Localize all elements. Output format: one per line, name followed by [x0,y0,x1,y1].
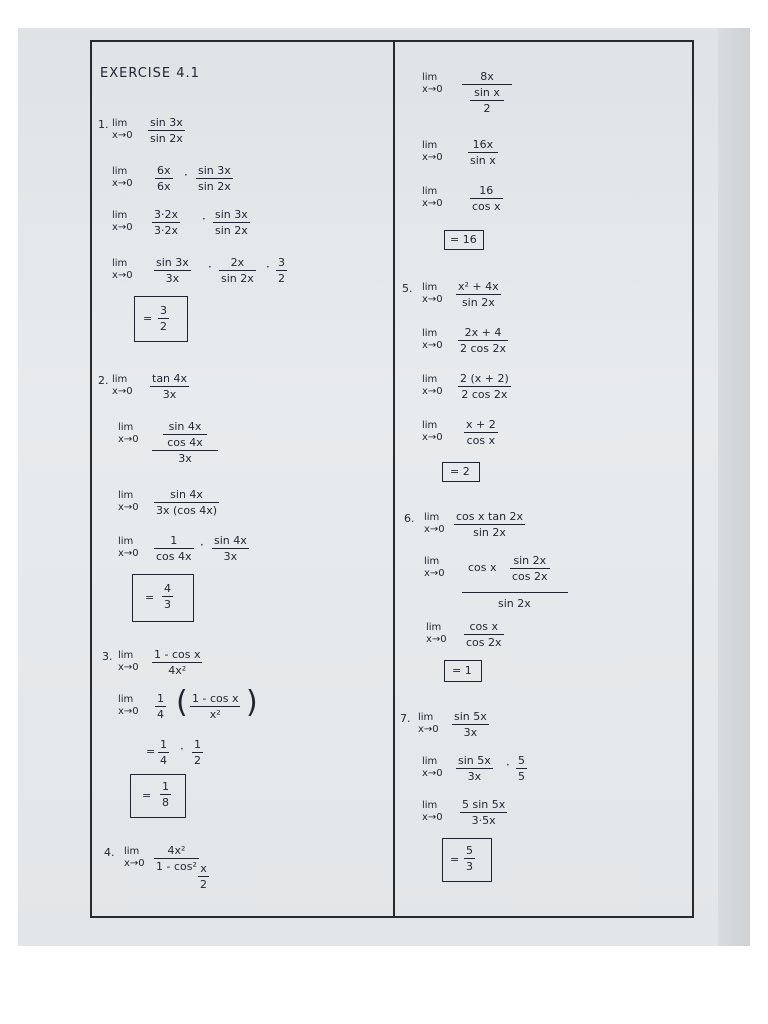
answer-fraction: 1 8 [162,780,169,809]
multiply-dot: · [180,742,184,756]
limit-label: lim x→0 [118,490,139,513]
limit-label: lim x→0 [424,556,445,579]
fraction: 2x + 4 2 cos 2x [460,326,507,355]
fraction: sin 5x 3x [458,754,491,783]
fraction: 1 4 [157,692,164,721]
multiply-dot: · [200,538,204,552]
limit-label: lim x→0 [112,210,133,233]
fraction: 3 2 [278,256,285,285]
limit-label: lim x→0 [112,258,133,281]
fraction: sin 3x sin 2x [215,208,248,237]
multiply-dot: · [506,758,510,772]
fraction: sin 4x 3x (cos 4x) [156,488,218,517]
limit-label: lim x→0 [424,512,445,535]
fraction: sin 3x sin 2x [198,164,231,193]
limit-label: lim x→0 [418,712,439,735]
fraction: 5 5 [518,754,525,783]
problem-6-number: 6. [404,512,415,525]
fraction: 4x² 1 - cos² [156,844,197,873]
fraction: x + 2 cos x [466,418,496,447]
fraction: 1 - cos x 4x² [154,648,201,677]
fraction: sin 3x 3x [156,256,189,285]
main-fraction-bar [462,592,568,593]
fraction: 16x sin x [470,138,496,167]
limit-label: lim x→0 [112,118,133,141]
limit-label: lim x→0 [422,374,443,397]
limit-label: lim x→0 [124,846,145,869]
answer-value: = 16 [450,233,477,246]
limit-label: lim x→0 [422,800,443,823]
fraction: 1 cos 4x [156,534,192,563]
fraction: sin 2x cos 2x [512,554,548,583]
fraction: sin 3x sin 2x [150,116,183,145]
limit-label: lim x→0 [426,622,447,645]
answer-value: = 2 [450,465,470,478]
limit-label: lim x→0 [118,694,139,717]
answer-box [130,774,186,818]
fraction: 16 cos x [472,184,501,213]
multiply-dot: · [266,260,270,274]
limit-label: lim x→0 [112,374,133,397]
problem-3-number: 3. [102,650,113,663]
photo-edge-shadow [718,28,750,946]
denominator: sin 2x [498,597,531,610]
cos-x-term: cos x [468,561,497,574]
open-paren: ( [176,685,188,720]
equals-sign: = [450,853,460,866]
answer-fraction: 4 3 [164,582,171,611]
fraction: 1 - cos x x² [192,692,239,721]
limit-label: lim x→0 [118,650,139,673]
fraction: x 2 [200,862,207,891]
multiply-dot: · [208,260,212,274]
limit-label: lim x→0 [118,422,139,445]
close-paren: ) [246,685,258,720]
equals-sign: = [142,789,152,802]
problem-7-number: 7. [400,712,411,725]
limit-label: lim x→0 [422,282,443,305]
limit-label: lim x→0 [422,420,443,443]
answer-value: = 1 [452,664,472,677]
multiply-dot: · [202,212,206,226]
fraction: cos x cos 2x [466,620,502,649]
limit-label: lim x→0 [422,756,443,779]
fraction: 6x 6x [157,164,171,193]
compound-fraction: sin 4x cos 4x 3x [152,420,218,465]
fraction: 1 2 [194,738,201,767]
answer-fraction: 3 2 [160,304,167,333]
column-divider [393,40,395,918]
answer-fraction: 5 3 [466,844,473,873]
problem-1-number: 1. [98,118,109,131]
fraction: sin 5x 3x [454,710,487,739]
fraction: x² + 4x sin 2x [458,280,499,309]
multiply-dot: · [184,168,188,182]
limit-label: lim x→0 [118,536,139,559]
equals-sign: = [146,745,156,758]
compound-fraction: 8x sin x 2 [462,70,512,115]
limit-label: lim x→0 [422,186,443,209]
problem-4-number: 4. [104,846,115,859]
fraction: tan 4x 3x [152,372,188,401]
problem-2-number: 2. [98,374,109,387]
fraction: cos x tan 2x sin 2x [456,510,524,539]
fraction: sin 4x 3x [214,534,247,563]
fraction: 3·2x 3·2x [154,208,179,237]
limit-label: lim x→0 [422,140,443,163]
problem-5-number: 5. [402,282,413,295]
equals-sign: = [143,312,153,325]
fraction: 5 sin 5x 3·5x [462,798,506,827]
fraction: 1 4 [160,738,167,767]
equals-sign: = [145,591,155,604]
fraction: 2x sin 2x [221,256,254,285]
limit-label: lim x→0 [422,328,443,351]
fraction: 2 (x + 2) 2 cos 2x [460,372,509,401]
limit-label: lim x→0 [112,166,133,189]
limit-label: lim x→0 [422,72,443,95]
exercise-title: EXERCISE 4.1 [100,66,200,81]
